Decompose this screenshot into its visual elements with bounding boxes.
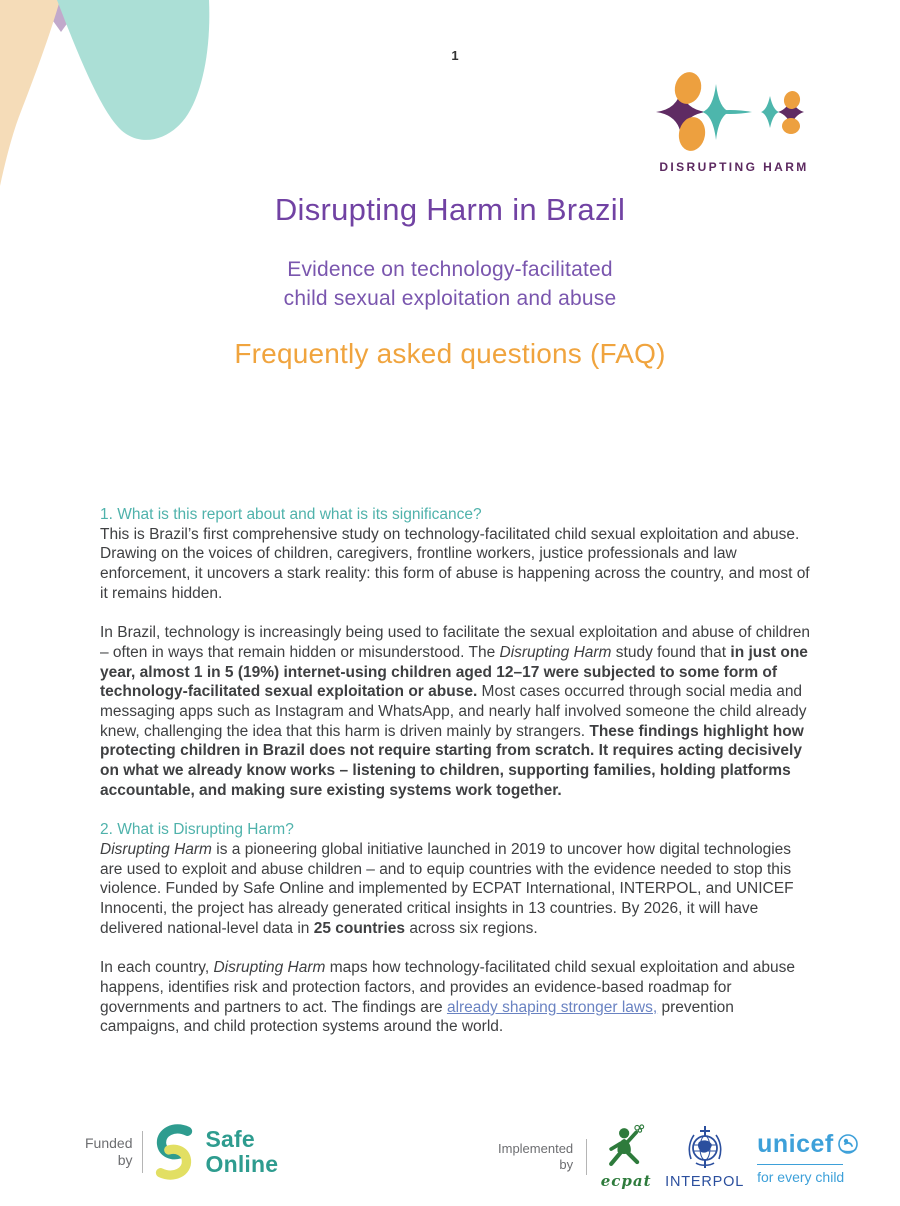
faq-heading: Frequently asked questions (FAQ) [234,338,666,369]
page-title: Disrupting Harm in Brazil [274,192,626,227]
funded-by-block [85,1124,278,1180]
unicef-globe-icon [837,1133,859,1155]
unicef-wordmark: unicef [757,1129,834,1158]
implemented-by-block [498,1124,859,1190]
disrupting-harm-wordmark: DISRUPTING HARM [659,160,809,174]
text-span: maps how technology-facilitated child sexual exploitation and abuse happens, identifies risk and protection factors, and provides an evidence-based roadmap for governments and partners to act. The findings are [100,959,796,1016]
ecpat-logo [600,1124,652,1190]
text-span: In Brazil, technology is increasingly being used to facilitate the sexual exploitation and abuse of children – often in ways that remain hidden or misunderstood. The [100,624,810,662]
unicef-divider [757,1164,843,1165]
unicef-logo [757,1130,859,1185]
text-span: 25 countries [313,919,406,937]
unicef-tagline: for every child [757,1168,845,1185]
text-span: This is Brazil’s first comprehensive study on technology-facilitated child sexual exploitation and abuse. Drawing on the voices of children, caregivers, frontline workers, justice professionals and law enforcement, it uncovers a stark reality: this form of abuse is happening across the country, and most of it remains hidden. [100,525,810,602]
text-span: is a pioneering global initiative launched in 2019 to uncover how digital technologies are used to exploit and abuse children – and to equip countries with the evidence needed to stop this violence. Funded by Safe Online and implemented by ECPAT International, INTERPOL, and UNICEF Innocenti, the project has already generated critical insights in 13 countries. By 2026, it will have delivered national-level data in [100,841,794,937]
paragraph [100,525,814,604]
text-span: across six regions. [405,919,538,937]
section-heading: 2. What is Disrupting Harm? [100,821,294,839]
implemented-by-label: Implemented by [498,1141,574,1172]
interpol-wordmark: INTERPOL [665,1174,745,1190]
inline-link[interactable]: already shaping stronger laws, [446,998,658,1016]
paragraph [100,623,814,800]
page-number: 1 [451,48,459,63]
text-span: in just one year, almost 1 in 5 (19%) internet-using children aged 12–17 were subjected to some form of technology-facilitated sexual exploitation or abuse. [100,644,808,701]
ecpat-child-icon [600,1124,652,1176]
paragraph [100,958,814,1037]
text-span: study found that [611,644,731,662]
text-span: Disrupting Harm [499,644,612,662]
text-span: These findings highlight how protecting children in Brazil does not require starting from scratch. It requires acting decisively on what we already know works – listening to children, supporting families, holding platforms accountable, and making sure existing systems work together. [100,722,804,799]
soundwave-logo-icon [648,60,820,152]
subtitle-line-2: child sexual exploitation and abuse [283,287,617,310]
section-heading: 1. What is this report about and what is its significance? [100,506,482,523]
text-span: In each country, [100,959,214,977]
text-span: Disrupting Harm [100,841,212,859]
interpol-emblem-icon [682,1124,728,1172]
subtitle-line-1: Evidence on technology-facilitated [287,258,613,281]
ecpat-wordmark: ecpat [600,1172,652,1190]
footer-divider [142,1131,143,1173]
paragraph [100,840,814,938]
safe-online-logo-icon [153,1124,195,1180]
disrupting-harm-logo [648,60,820,174]
text-span: prevention campaigns, and child protection systems around the world. [100,998,734,1036]
footer-divider [586,1139,587,1175]
page-subtitle [0,255,900,313]
safe-online-wordmark: Safe Online [205,1126,279,1177]
funded-by-label: Funded by [85,1135,133,1168]
faq-section [100,505,814,800]
faq-section [100,820,814,1037]
text-span: Disrupting Harm [213,959,326,977]
interpol-logo [665,1124,744,1190]
faq-sections [100,505,814,1057]
corner-blobs-decoration [0,0,230,200]
text-span: Most cases occurred through social media and messaging apps such as Instagram and WhatsApp, and nearly half involved someone the child already knew, challenging the idea that this harm is driven mainly by strangers. [100,683,807,740]
